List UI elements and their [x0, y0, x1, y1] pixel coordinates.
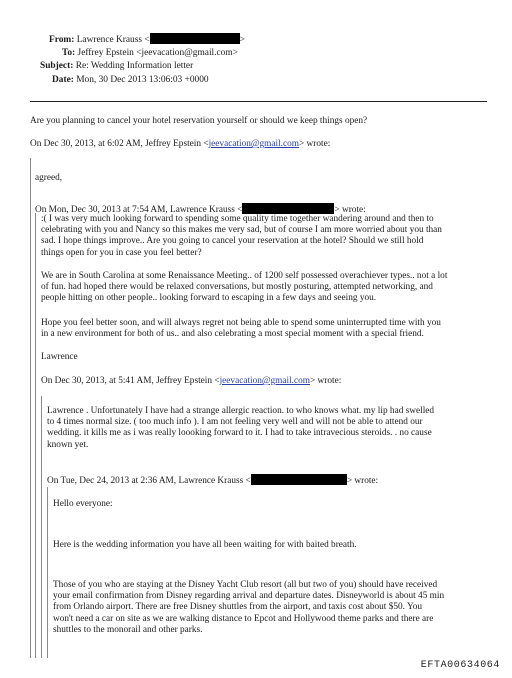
- redaction-box: [150, 33, 240, 44]
- date-label: Date:: [52, 74, 74, 85]
- date-line: [52, 74, 209, 88]
- quote-header-4: On Tue, Dec 24, 2013 at 2:36 AM, Lawrence Krauss < > wrote:: [47, 476, 379, 486]
- header-divider: [30, 101, 487, 102]
- quote-header-1: On Dec 30, 2013, at 6:02 AM, Jeffrey Epstein <jeevacation@gmail.com> wrote:: [30, 139, 331, 149]
- quote-bar-2: [35, 213, 36, 658]
- to-line: [62, 47, 238, 61]
- subject-value: Re: Wedding Information letter: [75, 61, 194, 71]
- from-tail: >: [239, 35, 245, 45]
- redaction-box: [251, 474, 347, 485]
- from-value: Lawrence Krauss <: [76, 35, 150, 45]
- quote-bar-3: [41, 396, 42, 658]
- krauss-para-1: :( I was very much looking forward to spending some quality time together wandering around and then to celebrating with you and Nancy so this makes me very sad, but of course I am more worried about you than sad. I hope things improve.. Are you going to cancel your reservation at the hotel? Should we still hold things open for you in case you feel better?: [41, 214, 442, 258]
- to-value: Jeffrey Epstein <jeevacation@gmail.com>: [77, 47, 238, 58]
- date-value: Mon, 30 Dec 2013 13:06:03 +0000: [76, 74, 209, 85]
- from-line: [49, 33, 245, 48]
- reply-question: Are you planning to cancel your hotel reservation yourself or should we keep things open?: [30, 116, 368, 126]
- from-label: From:: [49, 35, 75, 45]
- epstein-para: Lawrence . Unfortunately I have had a strange allergic reaction. to who knows what. my lip had swelled to 4 times normal size. ( too much info ). I am not feeling very well and will not be able to attend our wedding. it kills me as i was really loooking forward to it. I had to take intravecious steroids. . no cause known yet.: [47, 406, 435, 450]
- to-label: To:: [62, 47, 76, 58]
- quote-bar-1: [30, 158, 31, 658]
- agreed-text: agreed,: [35, 173, 63, 183]
- email-link[interactable]: jeevacation@gmail.com: [219, 376, 310, 386]
- quote-bar-4: [47, 487, 48, 658]
- bates-number: EFTA00634064: [420, 660, 500, 671]
- disney-para: Those of you who are staying at the Disney Yacht Club resort (all but two of you) should have received your email confirmation from Disney regarding arrival and departure dates. Disneyworld is about 45 min from Orlando airport. There are free Disney shuttles from the airport, and taxis cost about $50. You won't need a car on site as we are walking distance to Epcot and Hollywood theme parks and there are shuttles to the monorail and other parks.: [53, 580, 445, 635]
- subject-line: [40, 60, 193, 74]
- redaction-box: [242, 203, 334, 214]
- krauss-para-3: Hope you feel better soon, and will always regret not being able to spend some uninterrupted time with you in a new environment for both of us.. and also celebrating a most special moment with a special friend.: [41, 318, 441, 340]
- krauss-para-2: We are in South Carolina at some Renaissance Meeting.. of 1200 self possessed overachiever types.. not a lot of fun. had hoped there would be relaxed conversations, but mostly posturing, attempted networking, and people hitting on other people.. looking forward to escaping in a few days and seeing you.: [41, 271, 448, 304]
- email-link[interactable]: jeevacation@gmail.com: [208, 139, 299, 149]
- hello-text: Hello everyone:: [53, 499, 113, 509]
- subject-label: Subject:: [40, 61, 74, 71]
- quote-header-2: On Mon, Dec 30, 2013 at 7:54 AM, Lawrence Krauss < > wrote:: [35, 205, 366, 215]
- wedding-intro: Here is the wedding information you have all been waiting for with baited breath.: [53, 540, 357, 550]
- quote-header-3: On Dec 30, 2013, at 5:41 AM, Jeffrey Epstein <jeevacation@gmail.com> wrote:: [41, 376, 342, 386]
- signature: Lawrence: [41, 352, 78, 362]
